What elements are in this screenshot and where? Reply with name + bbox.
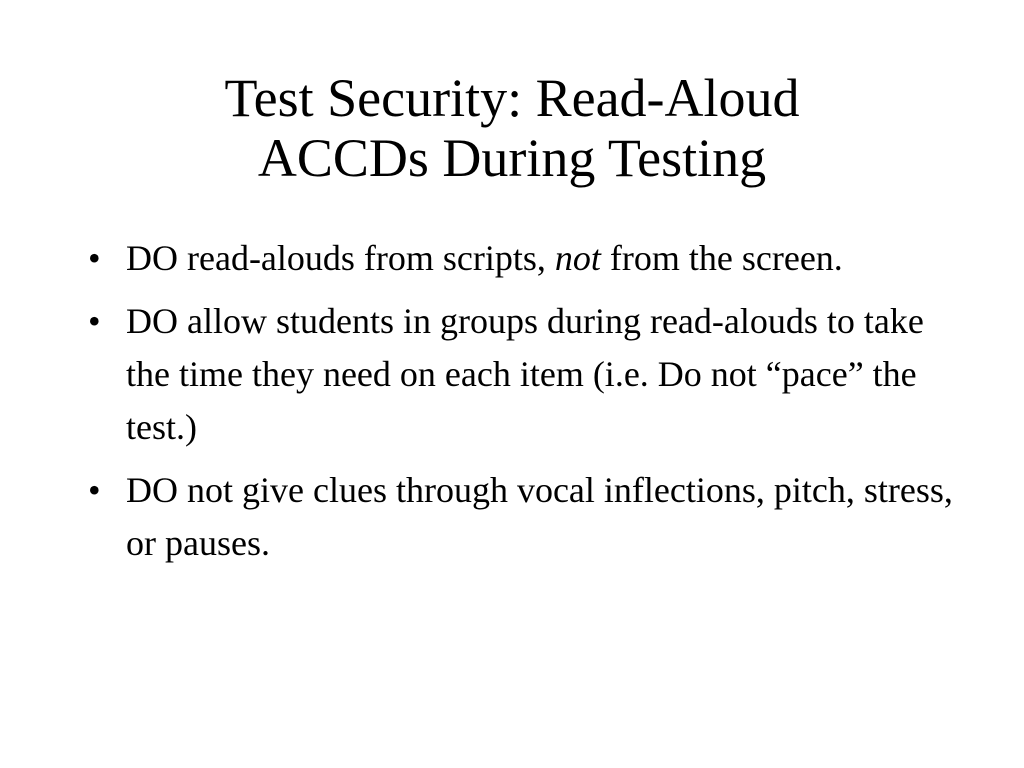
bullet-text: DO allow students in groups during read-alouds to take the time they need on each item (i.e. Do not “pace” the test.)	[126, 301, 924, 447]
bullet-list	[88, 232, 968, 580]
bullet-marker: •	[88, 470, 101, 510]
bullet-text-continued: from the screen.	[600, 238, 843, 278]
bullet-item-3	[88, 464, 968, 570]
slide-title-line-1: Test Security: Read-Aloud	[224, 68, 800, 128]
slide-title-line-2: ACCDs During Testing	[257, 128, 767, 188]
bullet-item-1	[88, 232, 968, 285]
bullet-marker: •	[88, 238, 101, 278]
bullet-item-2	[88, 295, 968, 454]
bullet-emphasis: not	[554, 238, 601, 278]
bullet-text: DO read-alouds from scripts,	[126, 238, 555, 278]
bullet-text: DO not give clues through vocal inflections, pitch, stress, or pauses.	[126, 470, 953, 563]
bullet-marker: •	[88, 301, 101, 341]
slide-title	[0, 68, 1024, 188]
